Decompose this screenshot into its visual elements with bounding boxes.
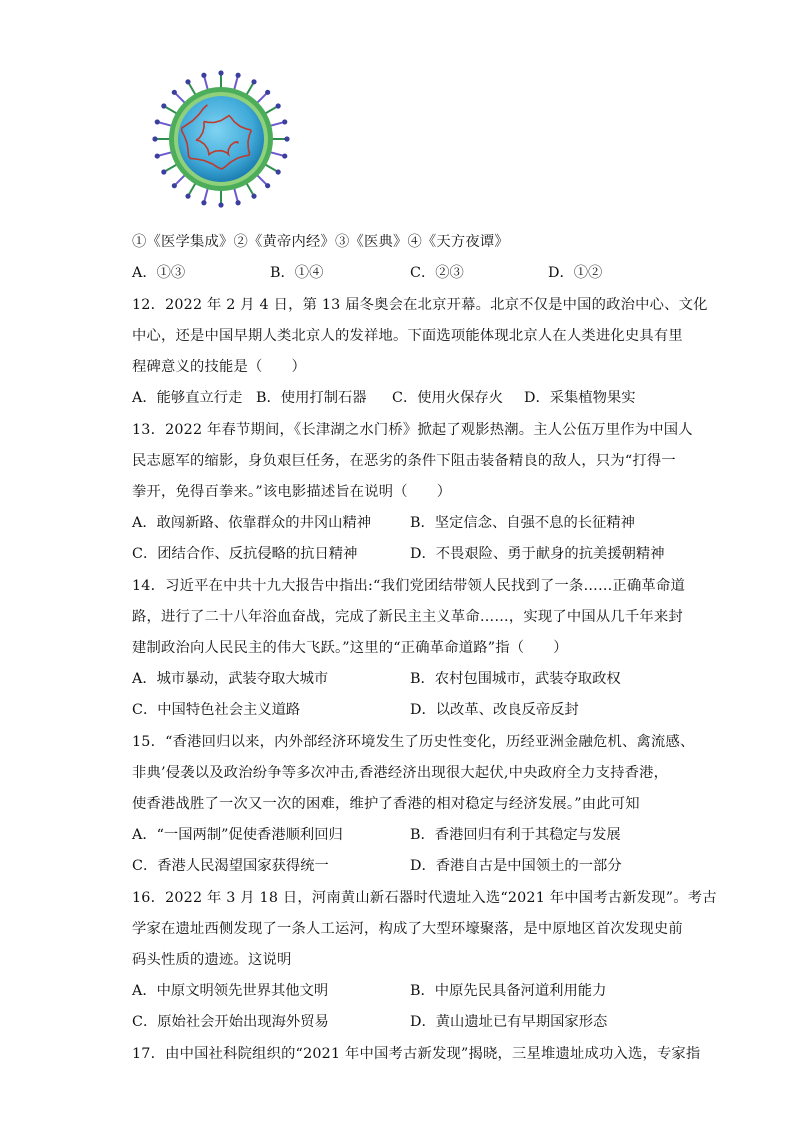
q12-option-d[interactable]: D．采集植物果实 xyxy=(524,390,636,406)
q17-line-1: 17．由中国社科院组织的“2021 年中国考古新发现”揭晓，三星堆遗址成功入选，专家指 xyxy=(132,1046,701,1062)
q12-option-b[interactable]: B．使用打制石器 xyxy=(256,390,367,406)
q12-line-1: 12．2022 年 2 月 4 日，第 13 届冬奥会在北京开幕。北京不仅是中国的政治中心、文化 xyxy=(132,297,708,313)
q11-option-b[interactable]: B．①④ xyxy=(270,265,324,281)
q14-line-2: 路，进行了二十八年浴血奋战，完成了新民主主义革命……，实现了中国从几千年来封 xyxy=(132,609,683,625)
q14-option-d[interactable]: D．以改革、改良反帝反封 xyxy=(410,702,579,718)
q13-line-3: 拳开，免得百拳来。”该电影描述旨在说明（ ） xyxy=(132,484,452,500)
virus-illustration xyxy=(146,66,296,211)
q14-option-b[interactable]: B．农村包围城市，武装夺取政权 xyxy=(410,671,621,687)
q13-option-c[interactable]: C．团结合作、反抗侵略的抗日精神 xyxy=(132,546,358,562)
q11-option-c[interactable]: C．②③ xyxy=(410,265,464,281)
q16-line-3: 码头性质的遗迹。这说明 xyxy=(132,952,292,968)
q15-option-b[interactable]: B．香港回归有利于其稳定与发展 xyxy=(410,827,621,843)
q13-option-d[interactable]: D．不畏艰险、勇于献身的抗美援朝精神 xyxy=(410,546,665,562)
q15-line-2: 非典’侵袭以及政治纷争等多次冲击,香港经济出现很大起伏,中央政府全力支持香港， xyxy=(132,765,669,781)
q14-line-1: 14．习近平在中共十九大报告中指出:“我们党团结带领人民找到了一条……正确革命道 xyxy=(132,578,686,594)
q13-option-b[interactable]: B．坚定信念、自强不息的长征精神 xyxy=(410,515,635,531)
q16-line-1: 16．2022 年 3 月 18 日，河南黄山新石器时代遗址入选“2021 年中国考古新发现”。考古 xyxy=(132,890,717,906)
q16-option-b[interactable]: B．中原先民具备河道利用能力 xyxy=(410,983,607,999)
q15-option-d[interactable]: D．香港自古是中国领土的一部分 xyxy=(410,858,622,874)
q16-option-a[interactable]: A．中原文明领先世界其他文明 xyxy=(132,983,329,999)
q15-line-1: 15．“香港回归以来，内外部经济环境发生了历史性变化，历经亚洲金融危机、禽流感、 xyxy=(132,734,695,750)
q13-option-a[interactable]: A．敢闯新路、依靠群众的井冈山精神 xyxy=(132,515,372,531)
q13-line-1: 13．2022 年春节期间，《长津湖之水门桥》掀起了观影热潮。主人公伍万里作为中国人 xyxy=(132,422,693,438)
q14-line-3: 建制政治向人民民主的伟大飞跃。”这里的“正确革命道路”指（ ） xyxy=(132,640,568,656)
q15-option-c[interactable]: C．香港人民渴望国家获得统一 xyxy=(132,858,329,874)
q13-line-2: 民志愿军的缩影，身负艰巨任务，在恶劣的条件下阻击装备精良的敌人，只为“打得一 xyxy=(132,453,676,469)
q16-line-2: 学家在遗址西侧发现了一条人工运河，构成了大型环壕聚落，是中原地区首次发现史前 xyxy=(132,921,683,937)
q12-option-a[interactable]: A．能够直立行走 xyxy=(132,390,243,406)
q12-line-2: 中心，还是中国早期人类北京人的发祥地。下面选项能体现北京人在人类进化史具有里 xyxy=(132,328,683,344)
q14-option-c[interactable]: C．中国特色社会主义道路 xyxy=(132,702,301,718)
q11-option-d[interactable]: D．①② xyxy=(548,265,603,281)
q15-option-a[interactable]: A．“一国两制”促使香港顺利回归 xyxy=(132,827,343,843)
q16-option-d[interactable]: D．黄山遗址已有早期国家形态 xyxy=(410,1014,608,1030)
q14-option-a[interactable]: A．城市暴动，武装夺取大城市 xyxy=(132,671,329,687)
q11-option-a[interactable]: A．①③ xyxy=(132,265,186,281)
q12-option-c[interactable]: C．使用火保存火 xyxy=(392,390,504,406)
q15-line-3: 使香港战胜了一次又一次的困难，维护了香港的相对稳定与经济发展。”由此可知 xyxy=(132,796,640,812)
q12-line-3: 程碑意义的技能是（ ） xyxy=(132,359,306,375)
q11-books: ①《医学集成》②《黄帝内经》③《医典》④《天方夜谭》 xyxy=(132,234,509,250)
q16-option-c[interactable]: C．原始社会开始出现海外贸易 xyxy=(132,1014,329,1030)
